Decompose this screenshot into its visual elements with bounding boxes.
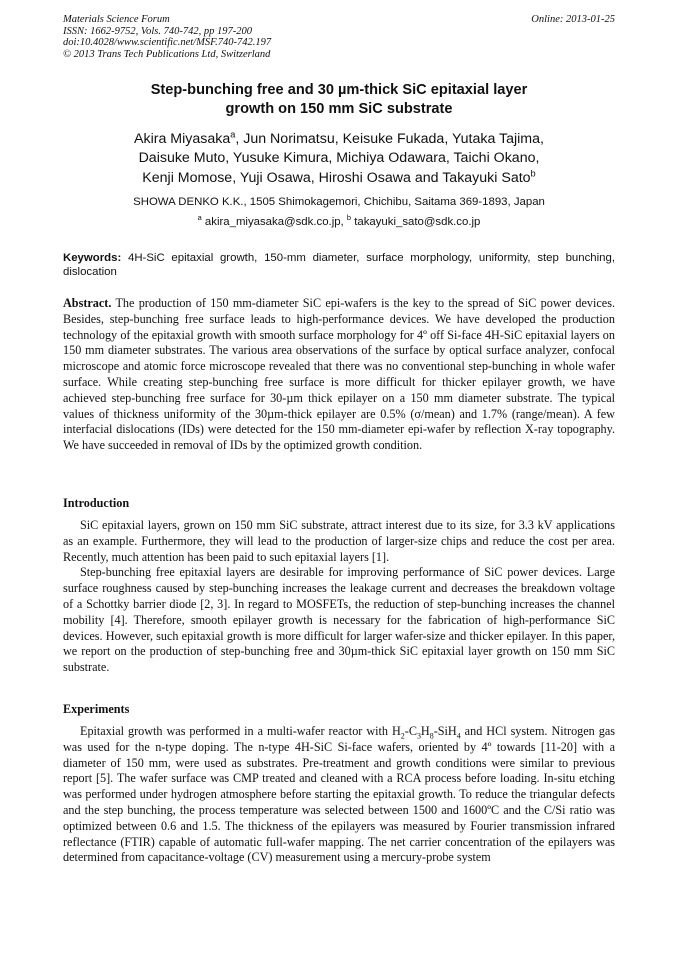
exp-text-d: -SiH xyxy=(433,724,457,738)
introduction-body xyxy=(63,518,615,676)
keywords xyxy=(63,251,615,280)
sub-2: 2 xyxy=(400,731,405,741)
author-list xyxy=(63,130,615,188)
authors-line-3-text: Kenji Momose, Yuji Osawa, Hiroshi Osawa and Takayuki Sato xyxy=(142,169,531,186)
keywords-label: Keywords: xyxy=(63,252,122,264)
first-author: Akira Miyasaka xyxy=(134,131,231,147)
email-mark-b: b xyxy=(346,213,352,223)
sub-4: 4 xyxy=(456,731,461,741)
affil-mark-b: b xyxy=(530,168,536,179)
copyright-line: © 2013 Trans Tech Publications Ltd, Switzerland xyxy=(63,48,271,60)
email-a: akira_miyasaka@sdk.co.jp, xyxy=(201,216,347,228)
online-date: Online: 2013-01-25 xyxy=(531,14,615,25)
experiments-paragraph-1 xyxy=(63,724,615,866)
exp-text-c: H xyxy=(420,724,430,738)
authors-line-3 xyxy=(63,169,615,188)
abstract-text: The production of 150 mm-diameter SiC epi-wafers is the key to the spread of SiC power devices. Besides, step-bunching free surface leads to high-performance devices. We have developed the production technology of the epitaxial growth with smooth surface morphology for 4º off Si-face 4H-SiC epitaxial layers on 150 mm diameter substrates. The various area observations of the surface by optical surface analyzer, confocal microscope and atomic force microscope revealed that there was no conventional step-bunching in whole wafer surface. While creating step-bunching free surface is more difficult for thicker epilayer growth, we have achieved step-bunching free surface for 30-µm thick epilayer on a 150 mm diameter substrate. The typical values of thickness uniformity of the 30µm-thick epilayer are 0.5% (σ/mean) and 1.7% (range/mean). A few interfacial dislocations (IDs) were detected for the 150 mm-diameter epi-wafer by reflection X-ray topography. We have succeeded in removal of IDs by the optimized growth condition. xyxy=(63,296,615,453)
introduction-heading: Introduction xyxy=(63,496,130,510)
email-mark-a: a xyxy=(197,213,202,223)
sub-3: 3 xyxy=(416,731,421,741)
exp-text-e: and HCl system. Nitrogen gas was used for the n-type doping. The n-type 4H-SiC Si-face wafers, oriented by 4º towards [11-20] with a diameter of 150 mm, were used as substrates. Pre-treatment and growth conditions were similar to previous report [5]. The wafer surface was CMP treated and cleaned with a RCA process before loading. In-situ etching was performed under hydrogen atmosphere before starting the epitaxial growth. To reduce the triangular defects and the step bunching, the process temperature was selected between 1500 and 1600ºC and the C/Si ratio was optimized between 0.6 and 1.5. The thickness of the epilayers was measured by Fourier transmission infrared reflectance (FTIR) capable of automatic full-wafer mapping. The net carrier concentration of the epilayers was determined from capacitance-voltage (CV) measurement using a mercury-probe system xyxy=(63,724,615,865)
journal-name: Materials Science Forum xyxy=(63,14,170,25)
authors-line-2: Daisuke Muto, Yusuke Kimura, Michiya Odawara, Taichi Okano, xyxy=(138,150,540,167)
email-line xyxy=(63,215,615,229)
abstract-label: Abstract. xyxy=(63,296,112,310)
paper-title xyxy=(63,81,615,119)
affil-mark-a: a xyxy=(230,129,236,140)
sub-8: 8 xyxy=(429,731,434,741)
abstract xyxy=(63,296,615,454)
email-b: takayuki_sato@sdk.co.jp xyxy=(351,216,481,228)
title-line-1: Step-bunching free and 30 µm-thick SiC epitaxial layer xyxy=(150,82,528,98)
authors-line-1 xyxy=(63,130,615,149)
experiments-body xyxy=(63,724,615,866)
introduction-paragraph-1: SiC epitaxial layers, grown on 150 mm SiC substrate, attract interest due to its size, for 3.3 kV applications as an example. Furthermore, they will lead to the production of larger-size chips and reduce the cost per area. Recently, much attention has been paid to such epitaxial layers [1]. xyxy=(63,518,615,564)
authors-line-1-rest: , Jun Norimatsu, Keisuke Fukada, Yutaka Tajima, xyxy=(235,131,544,147)
exp-text-b: -C xyxy=(404,724,417,738)
journal-header xyxy=(63,14,271,60)
keywords-text: 4H-SiC epitaxial growth, 150-mm diameter, surface morphology, uniformity, step bunching, dislocation xyxy=(63,252,615,279)
title-line-2: growth on 150 mm SiC substrate xyxy=(225,101,453,117)
issn-line: ISSN: 1662-9752, Vols. 740-742, pp 197-200 xyxy=(63,25,252,37)
introduction-paragraph-2: Step-bunching free epitaxial layers are desirable for improving performance of SiC power devices. Large surface roughness caused by step-bunching increases the leakage current and decreases the breakdown voltage of a Schottky barrier diode [2, 3]. In regard to MOSFETs, the reduction of step-bunching increases the channel mobility [4]. Therefore, smooth epilayer growth is necessary for the fabrication of high-performance SiC devices. However, such epitaxial growth is more difficult for larger wafer-size and thicker epilayer. In this paper, we report on the production of step-bunching free and 30µm-thick SiC epitaxial layer growth on 150 mm SiC substrate. xyxy=(63,565,615,675)
experiments-heading: Experiments xyxy=(63,702,130,716)
exp-text-a: Epitaxial growth was performed in a multi-wafer reactor with H xyxy=(80,724,401,738)
affiliation: SHOWA DENKO K.K., 1505 Shimokagemori, Chichibu, Saitama 369-1893, Japan xyxy=(133,196,545,208)
doi-line: doi:10.4028/www.scientific.net/MSF.740-742.197 xyxy=(63,37,272,49)
